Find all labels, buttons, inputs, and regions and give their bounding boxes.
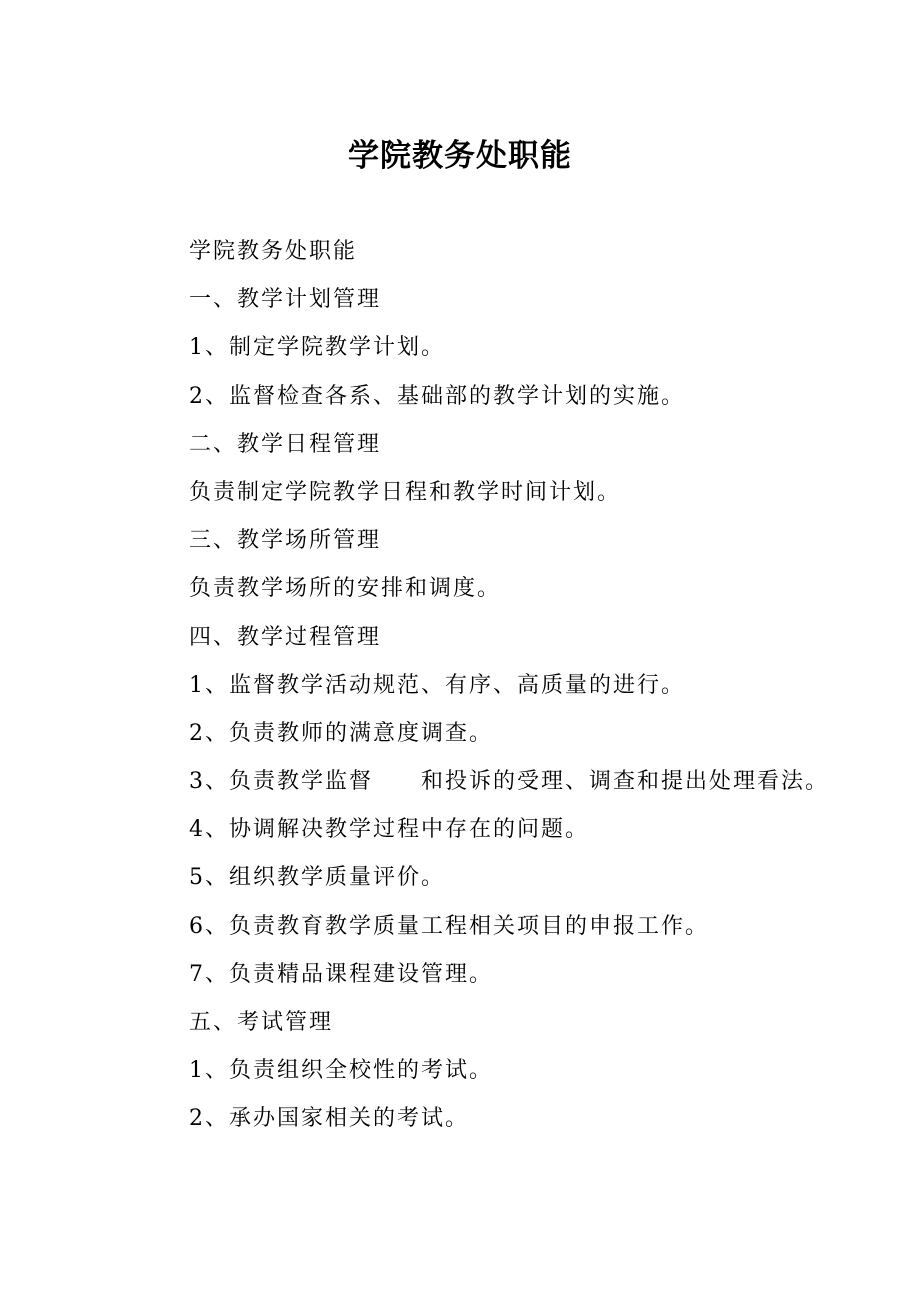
list-item: 7、负责精品课程建设管理。 (189, 961, 493, 987)
list-item: 负责制定学院教学日程和教学时间计划。 (189, 479, 622, 505)
list-item: 负责教学场所的安排和调度。 (189, 576, 502, 602)
list-item: 1、制定学院教学计划。 (189, 335, 445, 361)
list-item: 5、组织教学质量评价。 (189, 865, 445, 891)
list-item: 2、承办国家相关的考试。 (189, 1106, 469, 1132)
list-item: 3、负责教学监督 和投诉的受理、调查和提出处理看法。 (189, 769, 829, 795)
section-heading-teaching-venue: 三、教学场所管理 (189, 528, 382, 554)
section-heading-teaching-process: 四、教学过程管理 (189, 624, 382, 650)
list-item: 1、监督教学活动规范、有序、高质量的进行。 (189, 672, 685, 698)
document-body (189, 228, 889, 1144)
list-item: 4、协调解决教学过程中存在的问题。 (189, 817, 589, 843)
document-title: 学院教务处职能 (348, 138, 572, 174)
list-item: 2、负责教师的满意度调查。 (189, 720, 493, 746)
section-heading-teaching-schedule: 二、教学日程管理 (189, 431, 382, 457)
subtitle-line: 学院教务处职能 (189, 239, 358, 264)
section-heading-exam: 五、考试管理 (189, 1010, 334, 1035)
list-item: 1、负责组织全校性的考试。 (189, 1058, 493, 1084)
list-item: 2、监督检查各系、基础部的教学计划的实施。 (189, 383, 685, 409)
section-heading-teaching-plan: 一、教学计划管理 (189, 287, 382, 313)
list-item: 6、负责教育教学质量工程相关项目的申报工作。 (189, 913, 709, 939)
